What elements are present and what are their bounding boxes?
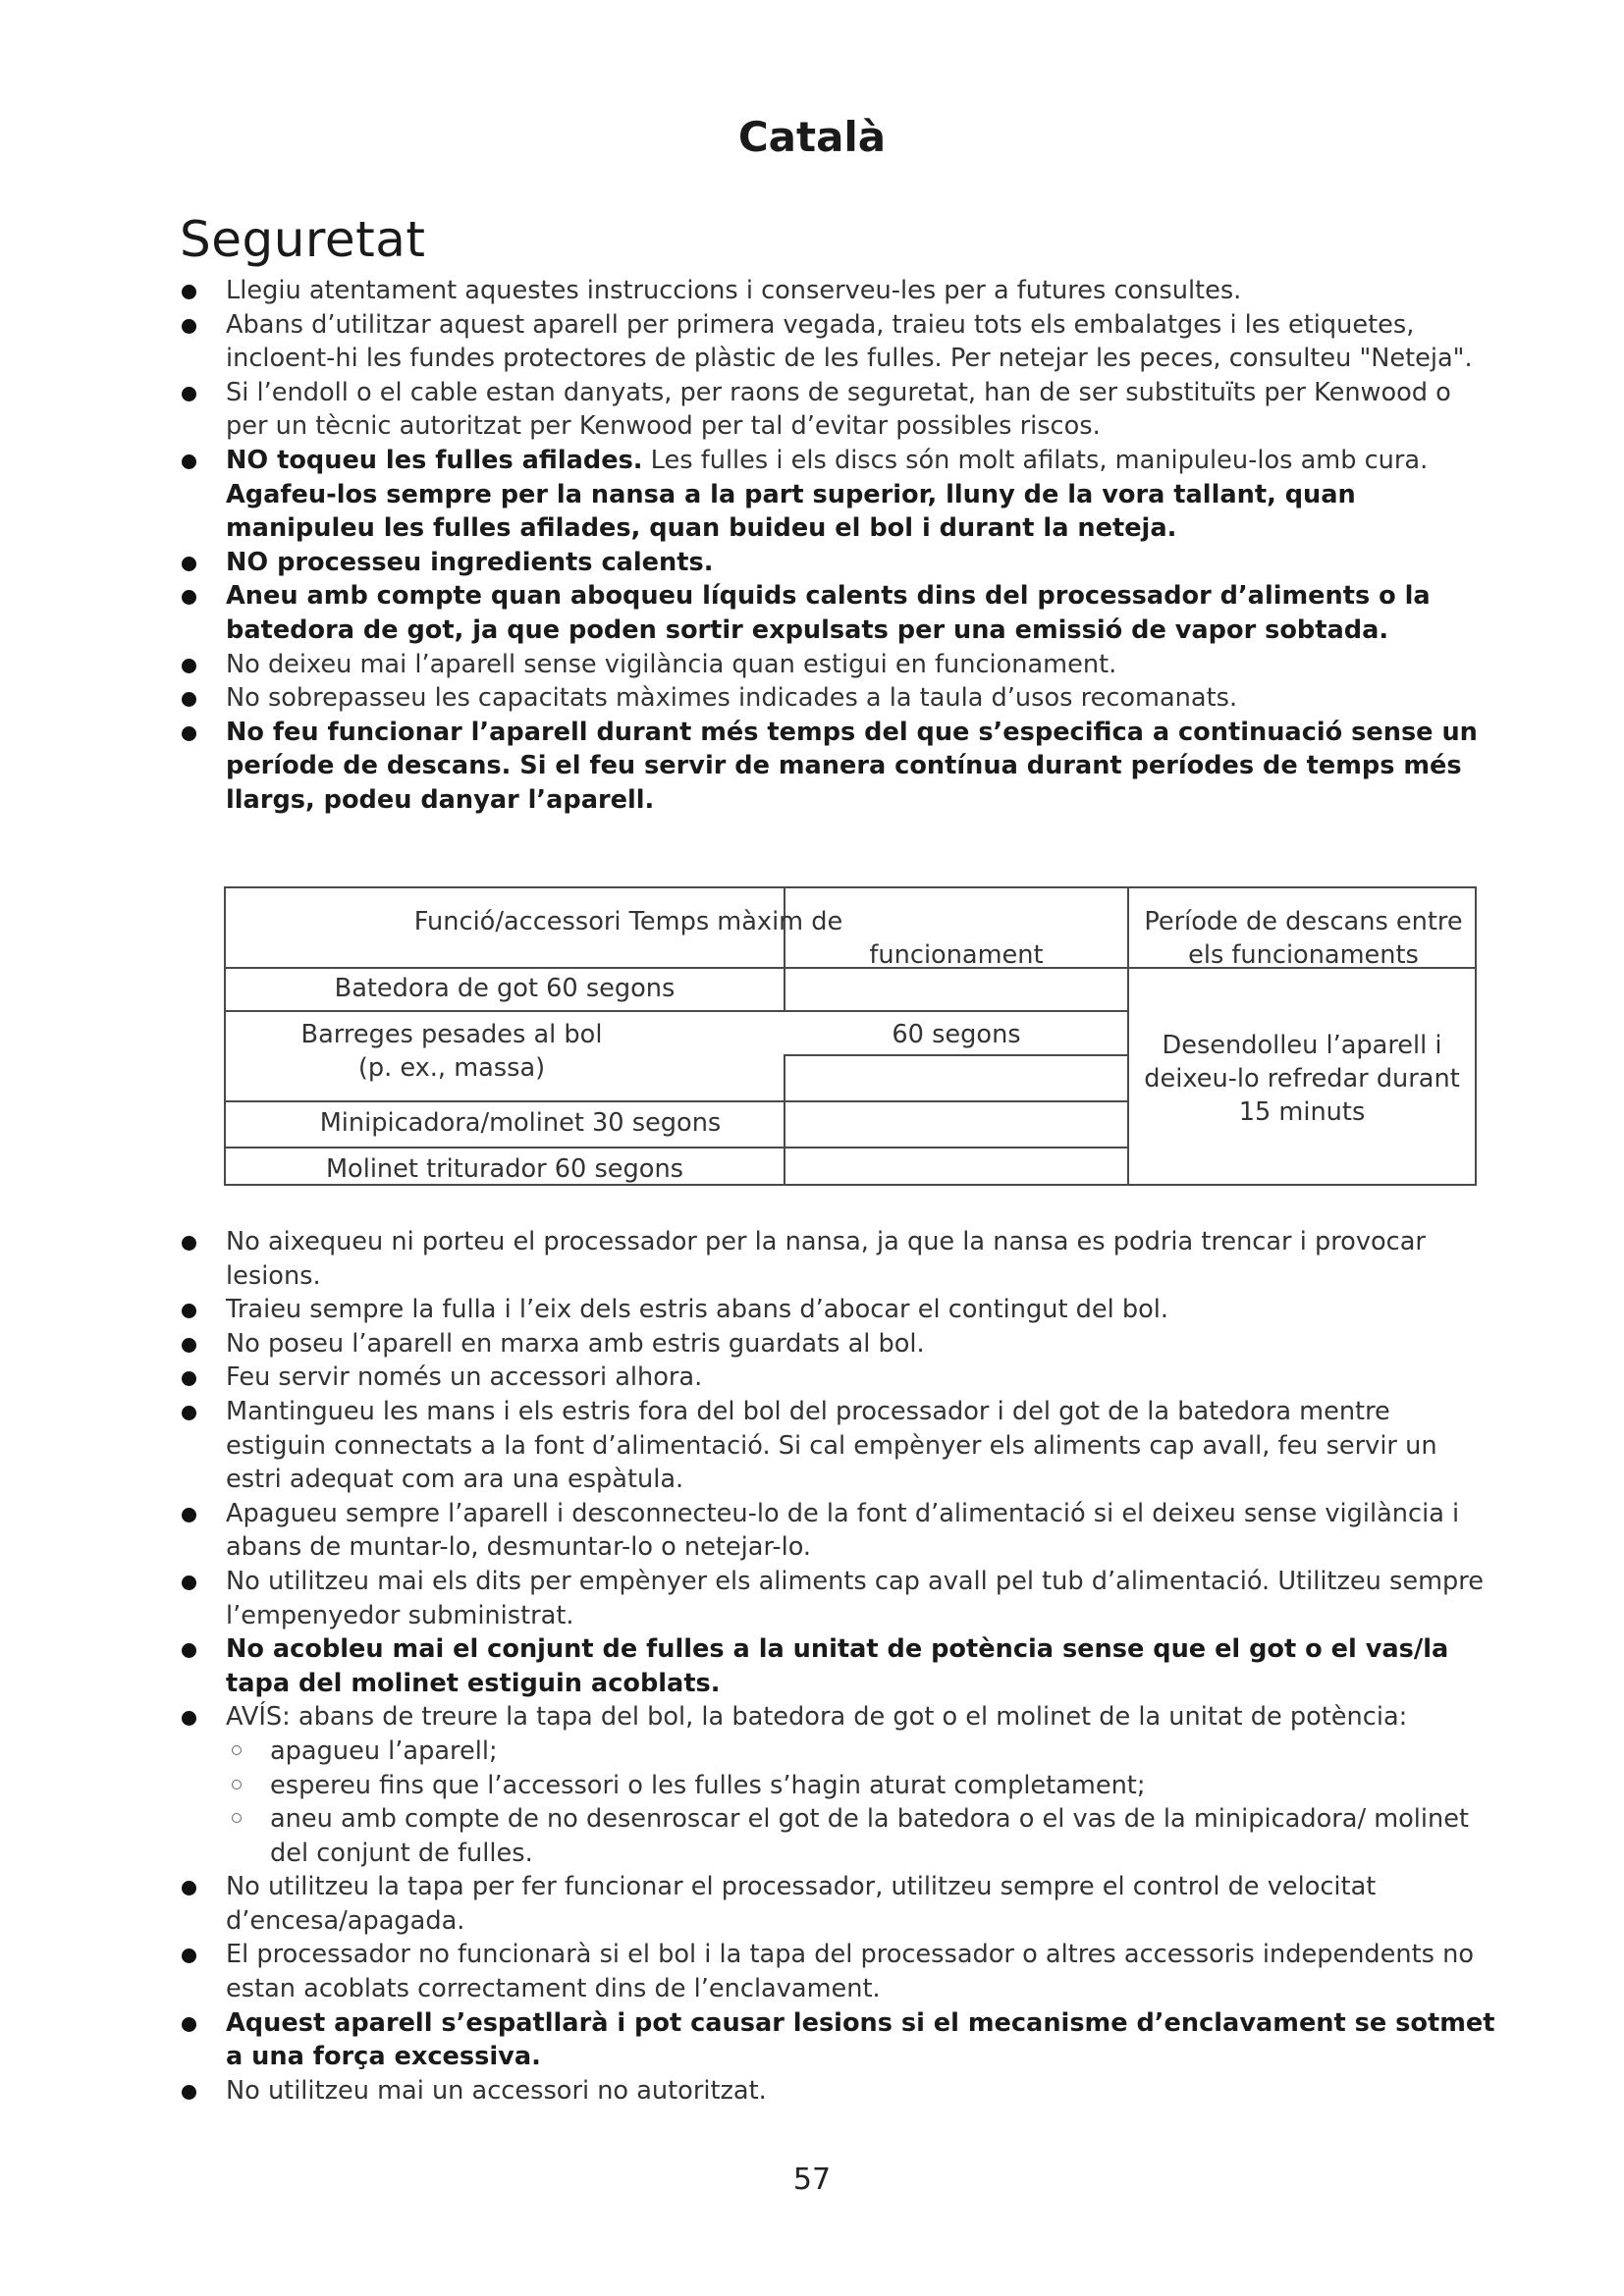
item-text: No sobrepasseu les capacitats màximes indicades a la taula d’usos recomanats. xyxy=(226,683,1238,714)
item-text: Les fulles i els discs són molt afilats, manipuleu-los amb cura. xyxy=(642,445,1429,475)
sub-list xyxy=(226,1735,1495,1870)
list-item xyxy=(180,1700,1495,1870)
sub-list-item xyxy=(226,1802,1495,1870)
list-item xyxy=(180,1225,1495,1293)
list-item xyxy=(180,648,1495,682)
bullet-icon xyxy=(182,1236,196,1251)
bold-text: No acobleu mai el conjunt de fulles a la unitat de potència sense que el got o el vas/la tapa del molinet estiguin acoblats. xyxy=(226,1634,1449,1698)
bullet-icon xyxy=(182,454,196,469)
item-text: Mantingueu les mans i els estris fora del bol del processador i del got de la batedora mentre estiguin connectats a la font d’alimentació. Si cal empènyer els aliments cap avall, feu servir un estri adequat com ara una espàtula. xyxy=(226,1396,1437,1495)
bullet-icon xyxy=(182,1371,196,1386)
table-row-heavy-mixes: Barreges pesades al bol (p. ex., massa) xyxy=(300,1020,603,1083)
page-number: 57 xyxy=(792,2163,832,2197)
bullet-icon xyxy=(182,692,196,707)
sub-item-text: aneu amb compte de no desenroscar el got de la batedora o el vas de la minipicadora/ molinet del conjunt de fulles. xyxy=(270,1804,1470,1868)
sub-item-text: apagueu l’aparell; xyxy=(270,1735,498,1766)
item-text: AVÍS: abans de treure la tapa del bol, la batedora de got o el molinet de la unitat de potència: xyxy=(226,1702,1408,1733)
table-row-mini-chopper: Minipicadora/molinet 30 segons xyxy=(319,1108,722,1138)
language-heading: Català xyxy=(737,113,887,161)
item-text: No aixequeu ni porteu el processador per la nansa, ja que la nansa es podria trencar i provocar lesions. xyxy=(226,1227,1426,1291)
section-title: Seguretat xyxy=(180,211,426,268)
bold-text: NO toqueu les fulles afilades. xyxy=(226,445,643,475)
bullet-icon xyxy=(182,1406,196,1420)
list-item xyxy=(180,1327,1495,1362)
list-item xyxy=(180,1565,1495,1632)
item-text: No poseu l’aparell en marxa amb estris guardats al bol. xyxy=(226,1328,925,1359)
hollow-bullet-icon xyxy=(232,1780,242,1789)
list-item xyxy=(180,579,1495,647)
table-header-function: Funció/accessori Temps màxim de xyxy=(413,907,843,936)
list-item xyxy=(180,1632,1495,1700)
list-item xyxy=(180,2074,1495,2109)
item-text: Llegiu atentament aquestes instruccions i conserveu-les per a futures consultes. xyxy=(226,276,1242,305)
item-text: Abans d’utilitzar aquest aparell per primera vegada, traieu tots els embalatges i les etiquetes, incloent-hi les fundes protectores de plàstic de les fulles. Per netejar les peces, consulteu "Neteja". xyxy=(226,309,1473,374)
bullet-icon xyxy=(182,2017,196,2032)
list-item xyxy=(180,376,1495,444)
usage-table xyxy=(224,886,1477,1186)
list-item xyxy=(180,2006,1495,2074)
list-item xyxy=(180,546,1495,580)
item-text: Si l’endoll o el cable estan danyats, per raons de seguretat, han de ser substituïts per Kenwood o per un tècnic autoritzat per Kenwood per tal d’evitar possibles riscos. xyxy=(226,377,1451,442)
bullet-icon xyxy=(182,1304,196,1318)
bullet-icon xyxy=(182,387,196,401)
table-rest-period: Desendolleu l’aparell i deixeu-lo refredar durant 15 minuts xyxy=(1144,1031,1460,1127)
list-item xyxy=(180,681,1495,716)
bullet-icon xyxy=(182,557,196,571)
table-header-runtime: funcionament xyxy=(869,940,1044,970)
bullet-icon xyxy=(182,319,196,334)
sub-item-text: espereu fins que l’accessori o les fulles s’hagin aturat completament; xyxy=(270,1770,1146,1800)
bold-text: Aneu amb compte quan aboqueu líquids calents dins del processador d’aliments o la batedora de got, ja que poden sortir expulsats per una emissió de vapor sobtada. xyxy=(226,581,1431,645)
bullet-icon xyxy=(182,1643,196,1658)
item-text: Apagueu sempre l’aparell i desconnecteu-lo de la font d’alimentació si el deixeu sense vigilància i abans de muntar-lo, desmuntar-lo o netejar-lo. xyxy=(226,1498,1460,1563)
item-text: No utilitzeu mai un accessori no autoritzat. xyxy=(226,2075,767,2106)
sub-list-item xyxy=(226,1735,1495,1769)
list-item xyxy=(180,1293,1495,1327)
list-item xyxy=(180,308,1495,376)
bullet-icon xyxy=(182,1711,196,1726)
item-text: El processador no funcionarà si el bol i la tapa del processador o altres accessoris independents no estan acoblats correctament dins de l’enclavament. xyxy=(226,1940,1475,2004)
bullet-icon xyxy=(182,1575,196,1590)
sub-list-item xyxy=(226,1769,1495,1803)
item-text: Traieu sempre la fulla i l’eix dels estris abans d’abocar el contingut del bol. xyxy=(226,1295,1169,1325)
item-text: No deixeu mai l’aparell sense vigilància quan estigui en funcionament. xyxy=(226,649,1117,679)
item-text: No utilitzeu la tapa per fer funcionar el processador, utilitzeu sempre el control de velocitat d’encesa/apagada. xyxy=(226,1872,1377,1936)
hollow-bullet-icon xyxy=(232,1813,242,1823)
list-item xyxy=(180,444,1495,546)
table-bowl-time: 60 segons xyxy=(892,1020,1021,1049)
list-item xyxy=(180,1395,1495,1497)
bullet-icon xyxy=(182,659,196,673)
bold-text: No feu funcionar l’aparell durant més temps del que s’especifica a continuació sense un període de descans. Si el feu servir de manera contínua durant períodes de temps més llargs, podeu danyar l’aparell. xyxy=(226,717,1478,815)
list-item xyxy=(180,716,1495,818)
bold-text: Agafeu-los sempre per la nansa a la part superior, lluny de la vora tallant, quan manipuleu les fulles afilades, quan buideu el bol i durant la neteja. xyxy=(226,479,1356,544)
bullet-icon xyxy=(182,285,196,299)
list-item xyxy=(180,1870,1495,1938)
hollow-bullet-icon xyxy=(232,1745,242,1755)
bullet-icon xyxy=(182,726,196,741)
bullet-icon xyxy=(182,2085,196,2100)
table-row-grinder: Molinet triturador 60 segons xyxy=(325,1154,684,1184)
bold-text: Aquest aparell s’espatllarà i pot causar lesions si el mecanisme d’enclavament se sotmet a una força excessiva. xyxy=(226,2007,1495,2072)
table-header-rest: Període de descans entre els funcionaments xyxy=(1144,907,1463,970)
list-item xyxy=(180,1361,1495,1395)
safety-list-bottom xyxy=(180,1225,1495,2108)
bullet-icon xyxy=(182,1338,196,1353)
bullet-icon xyxy=(182,590,196,605)
bullet-icon xyxy=(182,1508,196,1522)
bullet-icon xyxy=(182,1881,196,1896)
bullet-icon xyxy=(182,1949,196,1963)
safety-list-top xyxy=(180,274,1495,818)
list-item xyxy=(180,1497,1495,1565)
list-item xyxy=(180,1938,1495,2005)
bold-text: NO processeu ingredients calents. xyxy=(226,547,714,577)
item-text: No utilitzeu mai els dits per empènyer els aliments cap avall pel tub d’alimentació. Utilitzeu sempre l’empenyedor subministrat. xyxy=(226,1566,1484,1630)
list-item xyxy=(180,274,1495,308)
table-row-blender: Batedora de got 60 segons xyxy=(334,974,676,1003)
item-text: Feu servir només un accessori alhora. xyxy=(226,1362,703,1393)
